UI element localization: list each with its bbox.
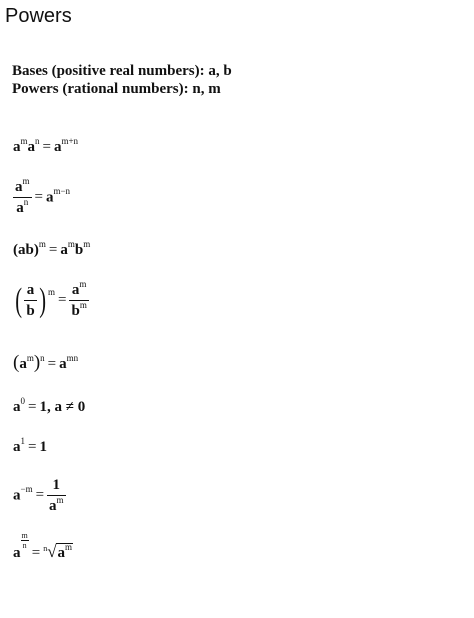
formula-product-rule: $a^ma^n = a^{m+n}$	[13, 136, 79, 155]
powers-definition: Powers (rational numbers): n, m	[12, 81, 221, 97]
formula-first-power: $a^1 = 1$	[13, 436, 47, 455]
formula-rational-exponent: a $\frac{m}{n}$ = $^n√a^m$	[13, 531, 73, 561]
formula-power-of-power: $(a^m)^n = a^{mn}$	[13, 352, 79, 373]
bases-definition: Bases (positive real numbers): a, b	[12, 63, 232, 79]
formula-negative-exponent: $a^{-m}$ = $\frac{1}{a^m}$	[13, 477, 64, 514]
definitions	[12, 62, 232, 98]
formula-quotient-rule: $\frac{a^m}{a^n}$ = $a^{m-n}$	[15, 176, 71, 216]
page-title: Powers	[5, 5, 72, 27]
formula-zero-exponent: $a^0 = 1$, a ≠ 0	[13, 396, 86, 415]
formula-quotient-power: ( $\frac{a}{b}$ ) $^m$ = $\frac{a^m}{b^m}$	[15, 279, 87, 319]
formula-product-power: $(ab)^m = a^mb^m$	[13, 239, 91, 258]
